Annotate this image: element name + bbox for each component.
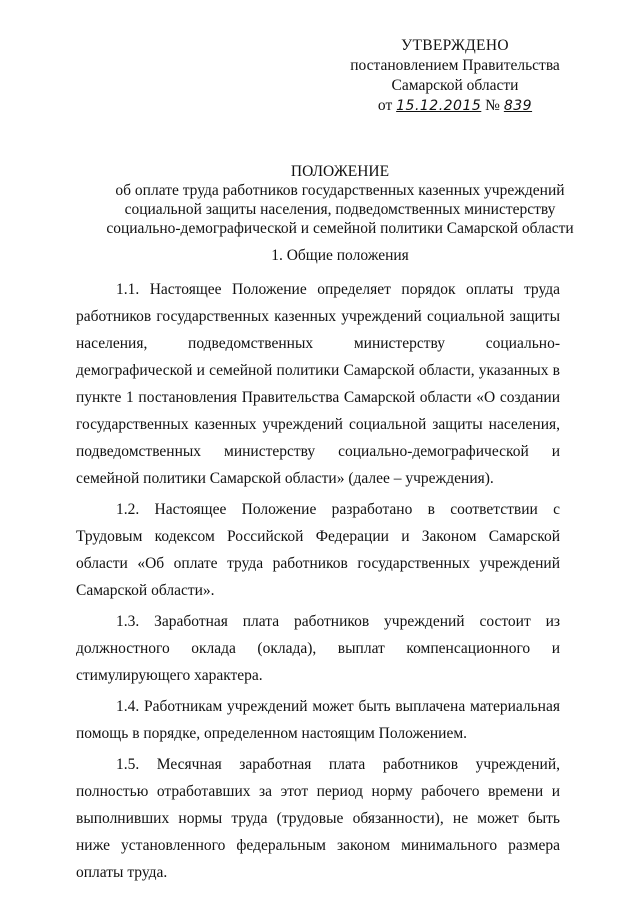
document-subtitle-line-1: об оплате труда работников государственных казенных учреждений — [115, 182, 565, 199]
decree-date-number-line — [330, 96, 580, 116]
number-prefix: № — [485, 97, 500, 114]
paragraph-1-2: 1.2. Настоящее Положение разработано в соответствии с Трудовым кодексом Российской Федерации и Законом Самарской области «Об оплате труда работников государственных учреждений Самарской области». — [76, 501, 560, 599]
paragraph-1-1: 1.1. Настоящее Положение определяет порядок оплаты труда работников государственных казенных учреждений социальной защиты населения, подведомственных министерству социально-демографической и семейной политики Самарской области, указанных в пункте 1 постановления Правительства Самарской области «О создании государственных казенных учреждений социальной защиты населения, подведомственных министерству социально-демографической и семейной политики Самарской области» (далее – учреждения). — [76, 281, 560, 487]
paragraph-1-3: 1.3. Заработная плата работников учреждений состоит из должностного оклада (оклада), выплат компенсационного и стимулирующего характера. — [76, 613, 560, 684]
decree-number: 839 — [503, 98, 533, 114]
document-subtitle-line-2: социальной защиты населения, подведомственных министерству — [124, 201, 556, 218]
approval-stamp-block — [330, 36, 580, 116]
document-subtitle-line-3: социально-демографической и семейной политики Самарской области — [106, 220, 574, 237]
document-body — [76, 276, 560, 890]
approved-label: УТВЕРЖДЕНО — [401, 37, 509, 54]
document-title: ПОЛОЖЕНИЕ — [290, 163, 390, 180]
document-title-block — [70, 162, 610, 238]
section-heading: 1. Общие положения — [271, 247, 409, 264]
decree-date: 15.12.2015 — [396, 98, 482, 114]
paragraph-1-4: 1.4. Работникам учреждений может быть выплачена материальная помощь в порядке, определенном настоящим Положением. — [76, 698, 560, 742]
date-prefix: от — [377, 97, 393, 114]
paragraph-1-5: 1.5. Месячная заработная плата работников учреждений, полностью отработавших за этот период норму рабочего времени и выполнивших нормы труда (трудовые обязанности), не может быть ниже установленного федеральным законом минимального размера оплаты труда. — [76, 756, 560, 881]
approval-line-2: Самарской области — [391, 77, 519, 94]
approval-line-1: постановлением Правительства — [350, 57, 560, 74]
